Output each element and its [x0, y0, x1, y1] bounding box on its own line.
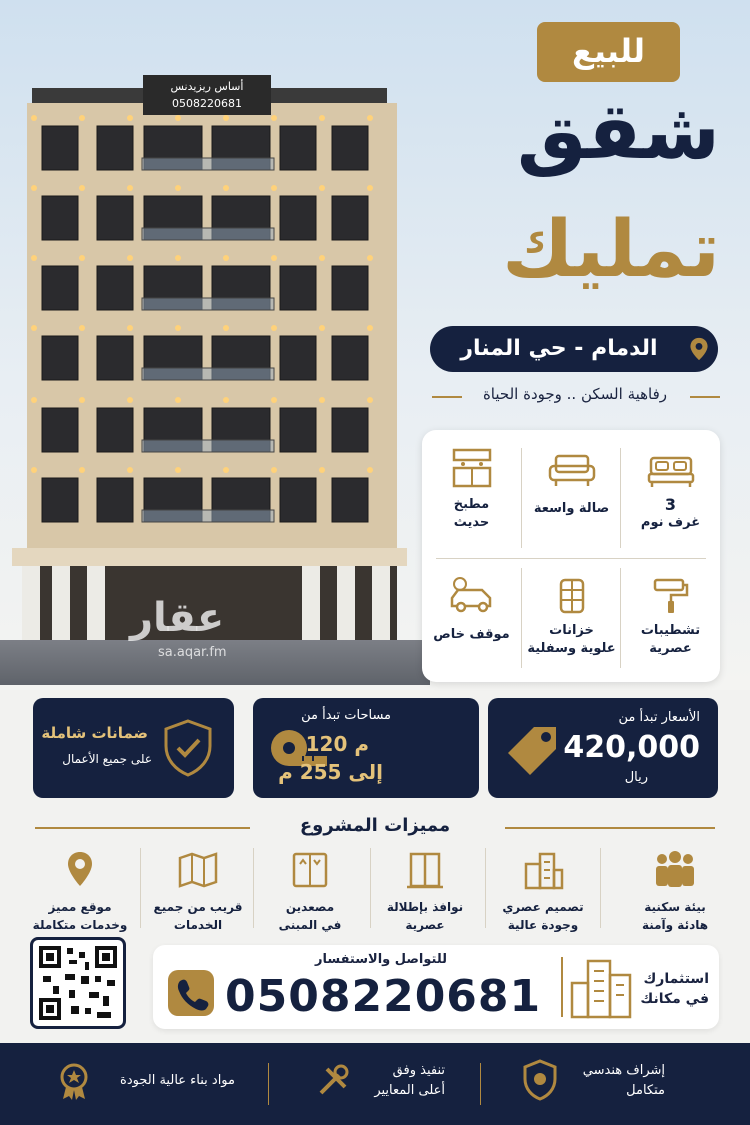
footer-item-standards: [355, 1061, 445, 1101]
feature-label: حديث: [453, 515, 490, 530]
project-features-title: مميزات المشروع: [299, 815, 451, 836]
footer-label: إشراف هندسي: [582, 1063, 665, 1078]
location-pin-icon: [65, 850, 95, 890]
title-line-1: شقق: [516, 87, 720, 177]
project-feature-label: قريب من جميع: [153, 900, 243, 914]
feature-finishing: [621, 576, 720, 658]
feature-living-room: [522, 450, 621, 518]
project-feature-windows: [370, 850, 480, 934]
title-line-2: تمليك: [502, 205, 720, 295]
feature-label: عصرية: [649, 641, 692, 656]
price-tag-icon: [504, 723, 562, 775]
sofa-icon: [548, 450, 596, 490]
divider: [370, 848, 371, 928]
project-feature-environment: [620, 850, 730, 934]
phone-icon: [168, 970, 214, 1016]
feature-kitchen: [422, 446, 521, 532]
price-value: 420,000: [563, 730, 700, 765]
project-feature-label: بيئة سكنية: [644, 900, 706, 914]
features-card: [422, 430, 720, 682]
building-photo: [12, 78, 407, 643]
project-feature-label: هادئة وآمنة: [641, 918, 709, 932]
feature-label: صالة واسعة: [533, 501, 610, 516]
phone-number[interactable]: 0508220681: [225, 971, 542, 1022]
project-feature-label: عصرية: [405, 918, 445, 932]
divider: [436, 558, 706, 559]
building-sign: [143, 75, 271, 115]
project-feature-label: تصميم عصري: [502, 900, 584, 914]
feature-label: غرف نوم: [640, 515, 701, 530]
project-feature-label: وخدمات متكاملة: [32, 918, 128, 932]
area-to: إلى 255 م: [278, 760, 383, 784]
feature-bedrooms: [621, 450, 720, 532]
area-label: مساحات تبدأ من: [301, 708, 391, 723]
medal-icon: [58, 1061, 90, 1101]
project-feature-label: موقع مميز: [48, 900, 112, 914]
footer-label: مواد بناء عالية الجودة: [120, 1073, 235, 1088]
warranty-subtitle: على جميع الأعمال: [62, 752, 152, 766]
feature-parking: [422, 576, 521, 644]
footer-bar: [0, 1043, 750, 1125]
invest-line: في مكانك: [640, 991, 709, 1007]
area-box: [253, 698, 479, 798]
project-feature-design: [488, 850, 598, 934]
buildings-icon: [520, 850, 566, 890]
divider: [561, 957, 563, 1017]
qr-pattern: [39, 946, 117, 1020]
project-feature-location: [25, 850, 135, 934]
tagline: رفاهية السكن .. وجودة الحياة: [482, 385, 668, 403]
location-pin-icon: [688, 337, 710, 361]
feature-label: علوية وسفلية: [527, 641, 616, 656]
warranty-title: ضمانات شاملة: [41, 724, 148, 742]
sign-name: أساس ريزيدنس: [170, 80, 244, 93]
shield-check-icon: [162, 718, 214, 778]
feature-label: مطبخ: [453, 497, 490, 512]
watermark-url: sa.aqar.fm: [158, 645, 227, 660]
footer-item-materials: [95, 1071, 235, 1091]
warranty-box: [33, 698, 234, 798]
sign-phone: 0508220681: [172, 97, 242, 110]
feature-value: 3: [664, 495, 677, 514]
tagline-rule-right: [690, 396, 720, 398]
section-rule-right: [505, 827, 715, 829]
water-tank-icon: [552, 576, 592, 616]
contact-card: [153, 945, 719, 1029]
window-icon: [405, 850, 445, 890]
project-feature-label: في المبنى: [278, 918, 342, 932]
footer-item-supervision: [565, 1061, 665, 1101]
price-box: [488, 698, 718, 798]
divider: [600, 848, 601, 928]
feature-label: خزانات: [549, 623, 594, 638]
elevator-icon: [290, 850, 330, 890]
price-label: الأسعار تبدأ من: [618, 710, 700, 725]
location-pill: الدمام - حي المنار: [430, 326, 718, 372]
tools-icon: [315, 1063, 351, 1099]
watermark-logo: عقار: [130, 595, 225, 641]
area-from: 120 م: [305, 732, 369, 756]
family-icon: [652, 850, 698, 890]
divider: [480, 1063, 481, 1105]
invest-line: استثمارك: [643, 971, 709, 987]
feature-tanks: [522, 576, 621, 658]
footer-label: متكامل: [626, 1083, 665, 1098]
price-currency: ريال: [624, 770, 648, 785]
contact-label: للتواصل والاستفسار: [314, 952, 448, 967]
project-feature-label: نوافذ بإطلالة: [386, 900, 464, 914]
for-sale-badge: للبيع: [537, 22, 680, 82]
city-icon: [568, 955, 638, 1019]
feature-label: تشطيبات: [640, 623, 701, 638]
footer-label: تنفيذ وفق: [392, 1063, 445, 1078]
paint-roller-icon: [649, 576, 693, 616]
divider: [140, 848, 141, 928]
divider: [253, 848, 254, 928]
project-feature-label: مصعدين: [285, 900, 335, 914]
project-feature-services: [143, 850, 253, 934]
project-feature-label: الخدمات: [173, 918, 223, 932]
invest-text: [640, 969, 709, 1009]
project-feature-elevators: [255, 850, 365, 934]
car-icon: [448, 576, 496, 616]
map-icon: [176, 850, 220, 890]
phone-button[interactable]: [168, 970, 214, 1016]
qr-code[interactable]: [30, 937, 126, 1029]
divider: [268, 1063, 269, 1105]
bed-icon: [647, 450, 695, 490]
shield-icon: [522, 1059, 558, 1101]
footer-label: أعلى المعايير: [374, 1083, 445, 1098]
divider: [485, 848, 486, 928]
kitchen-icon: [448, 446, 496, 490]
project-feature-label: وجودة عالية: [507, 918, 579, 932]
feature-label: موقف خاص: [433, 627, 510, 642]
